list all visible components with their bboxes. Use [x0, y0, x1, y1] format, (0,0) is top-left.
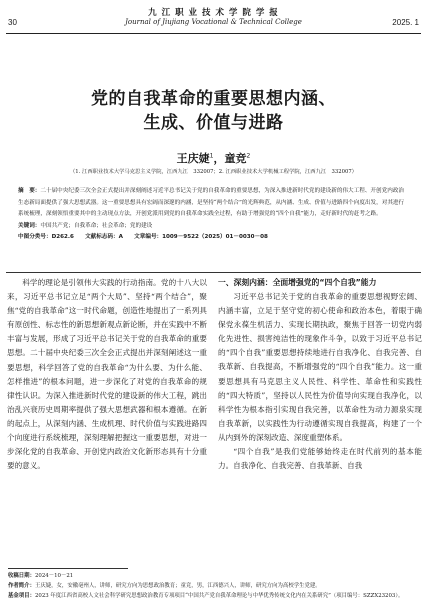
keywords — [18, 221, 409, 233]
left-column — [7, 276, 207, 473]
author-affil-mark: 2 — [246, 152, 251, 160]
section-heading: 一、深刻内涵：全面增强党的“四个自我”能力 — [218, 278, 377, 287]
abstract-block — [18, 186, 409, 244]
author-bio — [8, 581, 422, 591]
journal-title-en: Journal of Jiujiang Vocational & Technical College — [125, 18, 302, 26]
journal-title-cn: 九 江 职 业 技 术 学 院 学 报 — [148, 8, 279, 18]
footnote-divider — [8, 568, 128, 569]
abstract-divider — [6, 272, 421, 273]
issue-number: 2025. 1 — [392, 18, 419, 27]
keywords-text: 中国共产党；自我革命；社会革命；党的建设 — [40, 222, 153, 229]
right-column — [218, 276, 422, 473]
header-divider — [6, 33, 421, 34]
author-affil-mark: 1 — [209, 152, 214, 160]
abstract — [18, 186, 409, 221]
author-bio-label: 作者简介： — [8, 583, 35, 589]
page-number: 30 — [8, 18, 17, 27]
author-separator: ， — [213, 152, 225, 165]
affiliation: （1. 江西职业技术大学马克思主义学院，江西九江 332007；2. 江西职业技术大学机械工程学院，江西九江 332007） — [70, 169, 357, 175]
abstract-text: 二十届中央纪委三次全会正式提出并深刻阐述习近平总书记关于党的自我革命的重要思想，为深入推进新时代党的建设新的伟大工程、开创党内政治生态新局面提供了强大思想武器。这一重要思想具有宏阔而深邃的内涵，是坚持“两个结合”的光辉典范，从内涵、生成、价值与进路四个向度出发，对其进行系统梳理，深刻领悟重要其中的主动现点方法，开创党派用到党的自我革命实践全过程，有助于增强党的“四个自我”能力，走好新时代的赶考之路。 — [18, 188, 405, 217]
footnotes — [8, 571, 422, 601]
author-name: 王庆婕 — [176, 152, 210, 165]
intro-paragraph: 科学的理论是引领伟大实践的行动指南。党的十八大以来，习近平总书记立足“两个大局”、坚持“两个结合”，聚焦“党的自我革命”这一时代命题，创造性地提出了一系列具有原创性、标志性的新思想新观点新论断，并在实践中不断丰富与发展，形成了习近平总书记关于党的自我革命的重要思想。二十届中央纪委三次全会正式提出并深刻阐述这一重要思想，科学回答了党的自我革命“为什么要、为什么能、怎样推进”的根本问题，进一步深化了对党的自我革命的规律性认识。为深入推进新时代党的建设新的伟大工程，跳出治乱兴衰历史周期率提供了强大思想武器和根本遵循。在新的起点上，从深刻内涵、生成机理、时代价值与实践进路四个向度进行系统梳理，深刻理解把握这一重要思想，对进一步深化党的自我革命、开创党内政治文化新形态具有十分重要的意义。 — [7, 278, 207, 471]
classification-meta: 中图分类号：D262.6 文献标志码：A 文章编号：1009－9522（2025）01－0030－08 — [18, 234, 268, 240]
received-value: 2024－10－21 — [34, 573, 74, 579]
author-name: 童竞 — [224, 152, 247, 165]
fund-text: 2023 年度江西省高校人文社会科学研究思想政治教育专项项目“中国共产党自我革命理论与中华优秀传统文化内在关系研究”（项目编号：SZZX23203）。 — [34, 593, 404, 599]
abstract-label: 摘 要： — [18, 188, 41, 194]
fund-info — [8, 591, 422, 601]
received-date — [8, 571, 422, 581]
article-title-line1: 党的自我革命的重要思想内涵、 — [91, 89, 336, 109]
body-paragraph: 习近平总书记关于党的自我革命的重要思想视野宏阔、内涵丰富，立足于坚守党的初心使命和政治本色，着眼于确保党永葆生机活力、实现长期执政，聚焦于回答一切党内弱化先进性、损害纯洁性的现象作斗争，以致于习近平总书记的“四个自我”重要思想持续地进行自我净化、自我完善、自我革新、自我提高，不断增强党的“四个自我”能力。这一重要思想具有马克思主义人民性、科学性、革命性和实践性的“四大特质”，坚持以人民性为价值导向实现自我净化，以科学性为根本指引实现自我完善，以革命性为动力源泉实现自我革新，以实践性为行动遵循实现自我提高，构建了一个从内到外的深刻改造、深度重塑体系。 — [218, 292, 422, 442]
author-line — [0, 150, 427, 166]
author-bio-text: 王庆婕，女，安徽亳州人，讲师，研究方向为思想政治教育；童竞，男，江西德兴人，讲师，研究方向为高校学生党建。 — [34, 583, 321, 589]
body-paragraph: “四个自我”是我们党能够始终走在时代前列的基本能力。自我净化、自我完善、自我革新、自我 — [218, 447, 422, 471]
article-title-line2: 生成、价值与进路 — [143, 113, 284, 133]
received-label: 收稿日期： — [8, 573, 35, 579]
fund-label: 基金项目： — [8, 593, 35, 599]
keywords-label: 关键词： — [18, 222, 41, 229]
